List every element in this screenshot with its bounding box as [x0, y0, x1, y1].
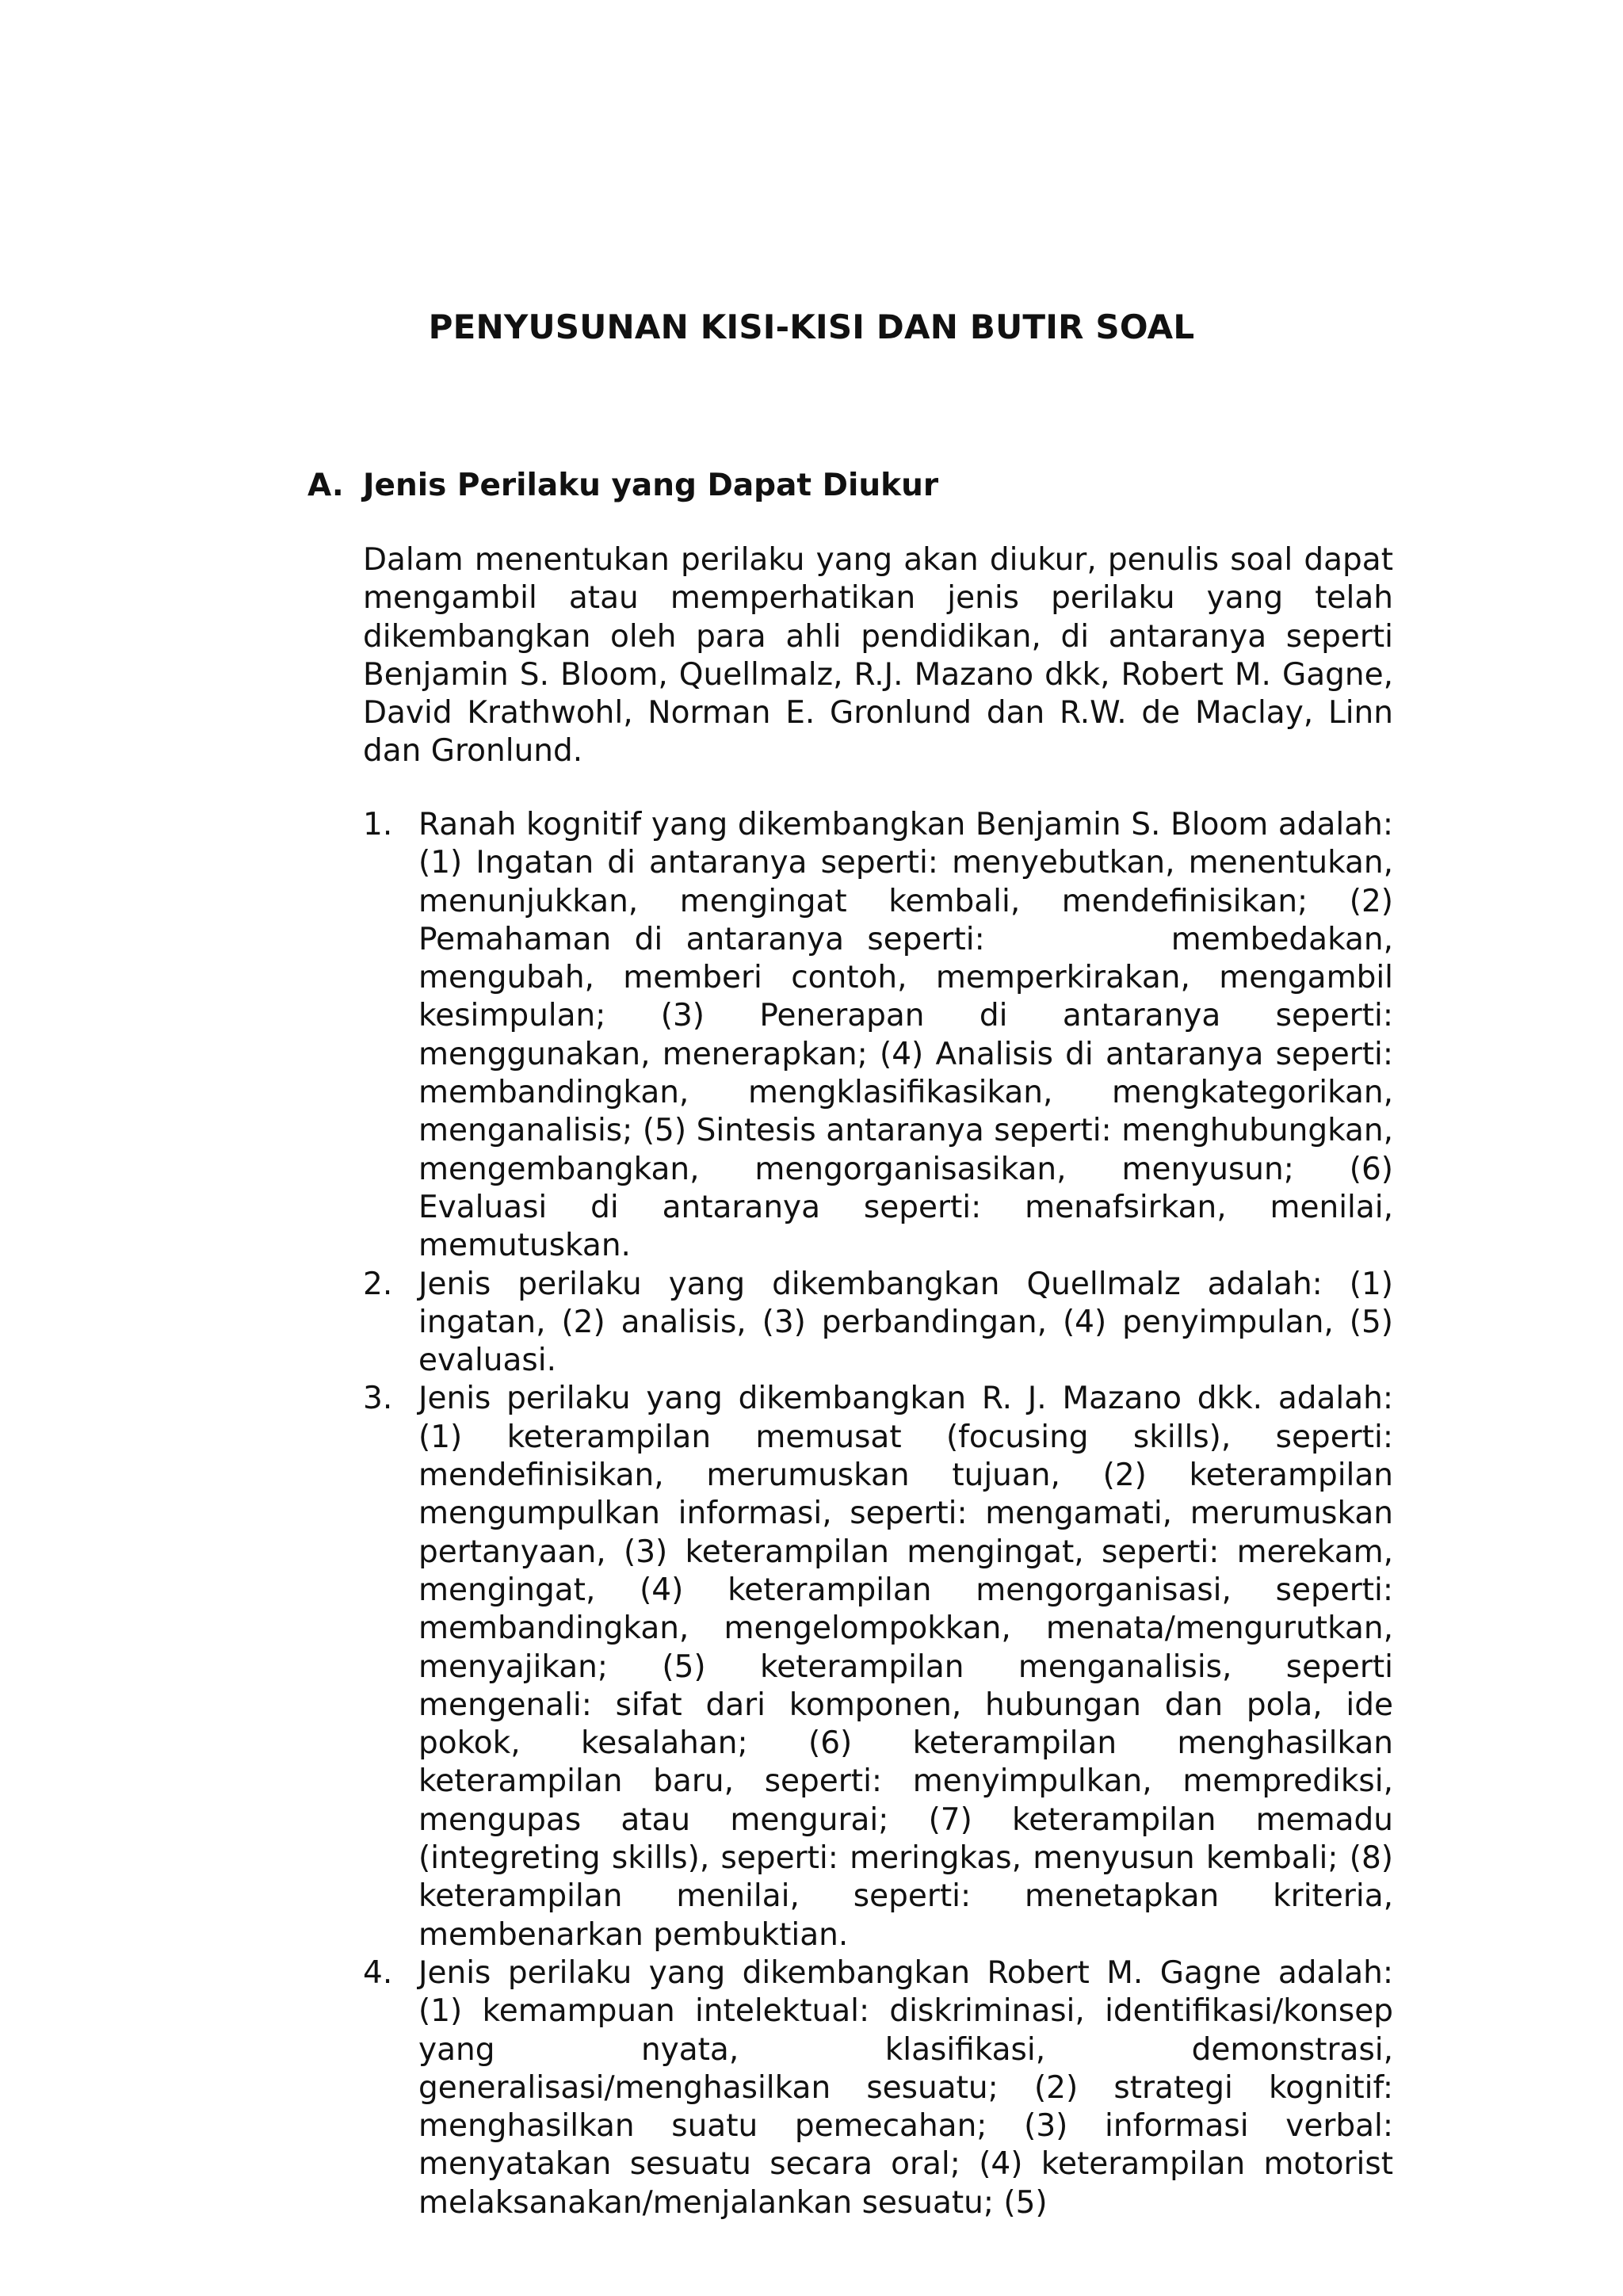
list-item — [363, 1380, 1393, 1954]
section-heading — [307, 468, 938, 503]
list-item-number: 1. — [363, 807, 393, 842]
list-item-text: Jenis perilaku yang dikembangkan Robert M. Gagne adalah: (1) kemampuan intelektual: diskriminasi, identifikasi/konsep yang nyata, klasifikasi, demonstrasi, generalisasi/menghasilkan sesuatu; (2) strategi kognitif: menghasilkan suatu pemecahan; (3) informasi verbal: menyatakan sesuatu secara oral; (4) keterampilan motorist melaksanakan/menjalankan sesuatu; (5) — [418, 1954, 1393, 2221]
list-item-number: 2. — [363, 1266, 393, 1302]
list-item-text: Jenis perilaku yang dikembangkan R. J. Mazano dkk. adalah: (1) keterampilan memusat (focusing skills), seperti: mendefinisikan, merumuskan tujuan, (2) keterampilan mengumpulkan informasi, seperti: mengamati, merumuskan pertanyaan, (3) keterampilan mengingat, seperti: merekam, mengingat, (4) keterampilan mengorganisasi, seperti: membandingkan, mengelompokkan, menata/mengurutkan, menyajikan; (5) keterampilan menganalisis, seperti mengenali: sifat dari komponen, hubungan dan pola, ide pokok, kesalahan; (6) keterampilan menghasilkan keterampilan baru, seperti: menyimpulkan, memprediksi, mengupas atau mengurai; (7) keterampilan memadu (integreting skills), seperti: meringkas, menyusun kembali; (8) keterampilan menilai, seperti: menetapkan kriteria, membenarkan pembuktian. — [418, 1381, 1393, 1953]
list-item-number: 3. — [363, 1381, 393, 1417]
page-title: PENYUSUNAN KISI-KISI DAN BUTIR SOAL — [428, 308, 1195, 346]
list-item-text: Ranah kognitif yang dikembangkan Benjamin S. Bloom adalah: (1) Ingatan di antaranya seperti: menyebutkan, menentukan, menunjukkan, mengingat kembali, mendefinisikan; (2) Pemahaman di antaranya seperti: membedakan, mengubah, memberi contoh, memperkirakan, mengambil kesimpulan; (3) Penerapan di antaranya seperti: menggunakan, menerapkan; (4) Analisis di antaranya seperti: membandingkan, mengklasifikasikan, mengkategorikan, menganalisis; (5) Sintesis antaranya seperti: menghubungkan, mengembangkan, mengorganisasikan, menyusun; (6) Evaluasi di antaranya seperti: menafsirkan, menilai, memutuskan. — [418, 807, 1403, 1264]
list-item-number: 4. — [363, 1954, 393, 1991]
list-item — [363, 1954, 1393, 2222]
section-heading-text: Jenis Perilaku yang Dapat Diukur — [363, 468, 939, 503]
list-item — [363, 806, 1403, 1266]
section-letter: A. — [307, 468, 344, 503]
list-item-text: Jenis perilaku yang dikembangkan Quellmalz adalah: (1) ingatan, (2) analisis, (3) perbandingan, (4) penyimpulan, (5) evaluasi. — [418, 1266, 1393, 1379]
numbered-list — [363, 806, 1403, 2222]
intro-paragraph: Dalam menentukan perilaku yang akan diukur, penulis soal dapat mengambil atau memperhatikan jenis perilaku yang telah dikembangkan oleh para ahli pendidikan, di antaranya seperti Benjamin S. Bloom, Quellmalz, R.J. Mazano dkk, Robert M. Gagne, David Krathwohl, Norman E. Gronlund dan R.W. de Maclay, Linn dan Gronlund. — [363, 542, 1393, 770]
list-item — [363, 1266, 1393, 1381]
